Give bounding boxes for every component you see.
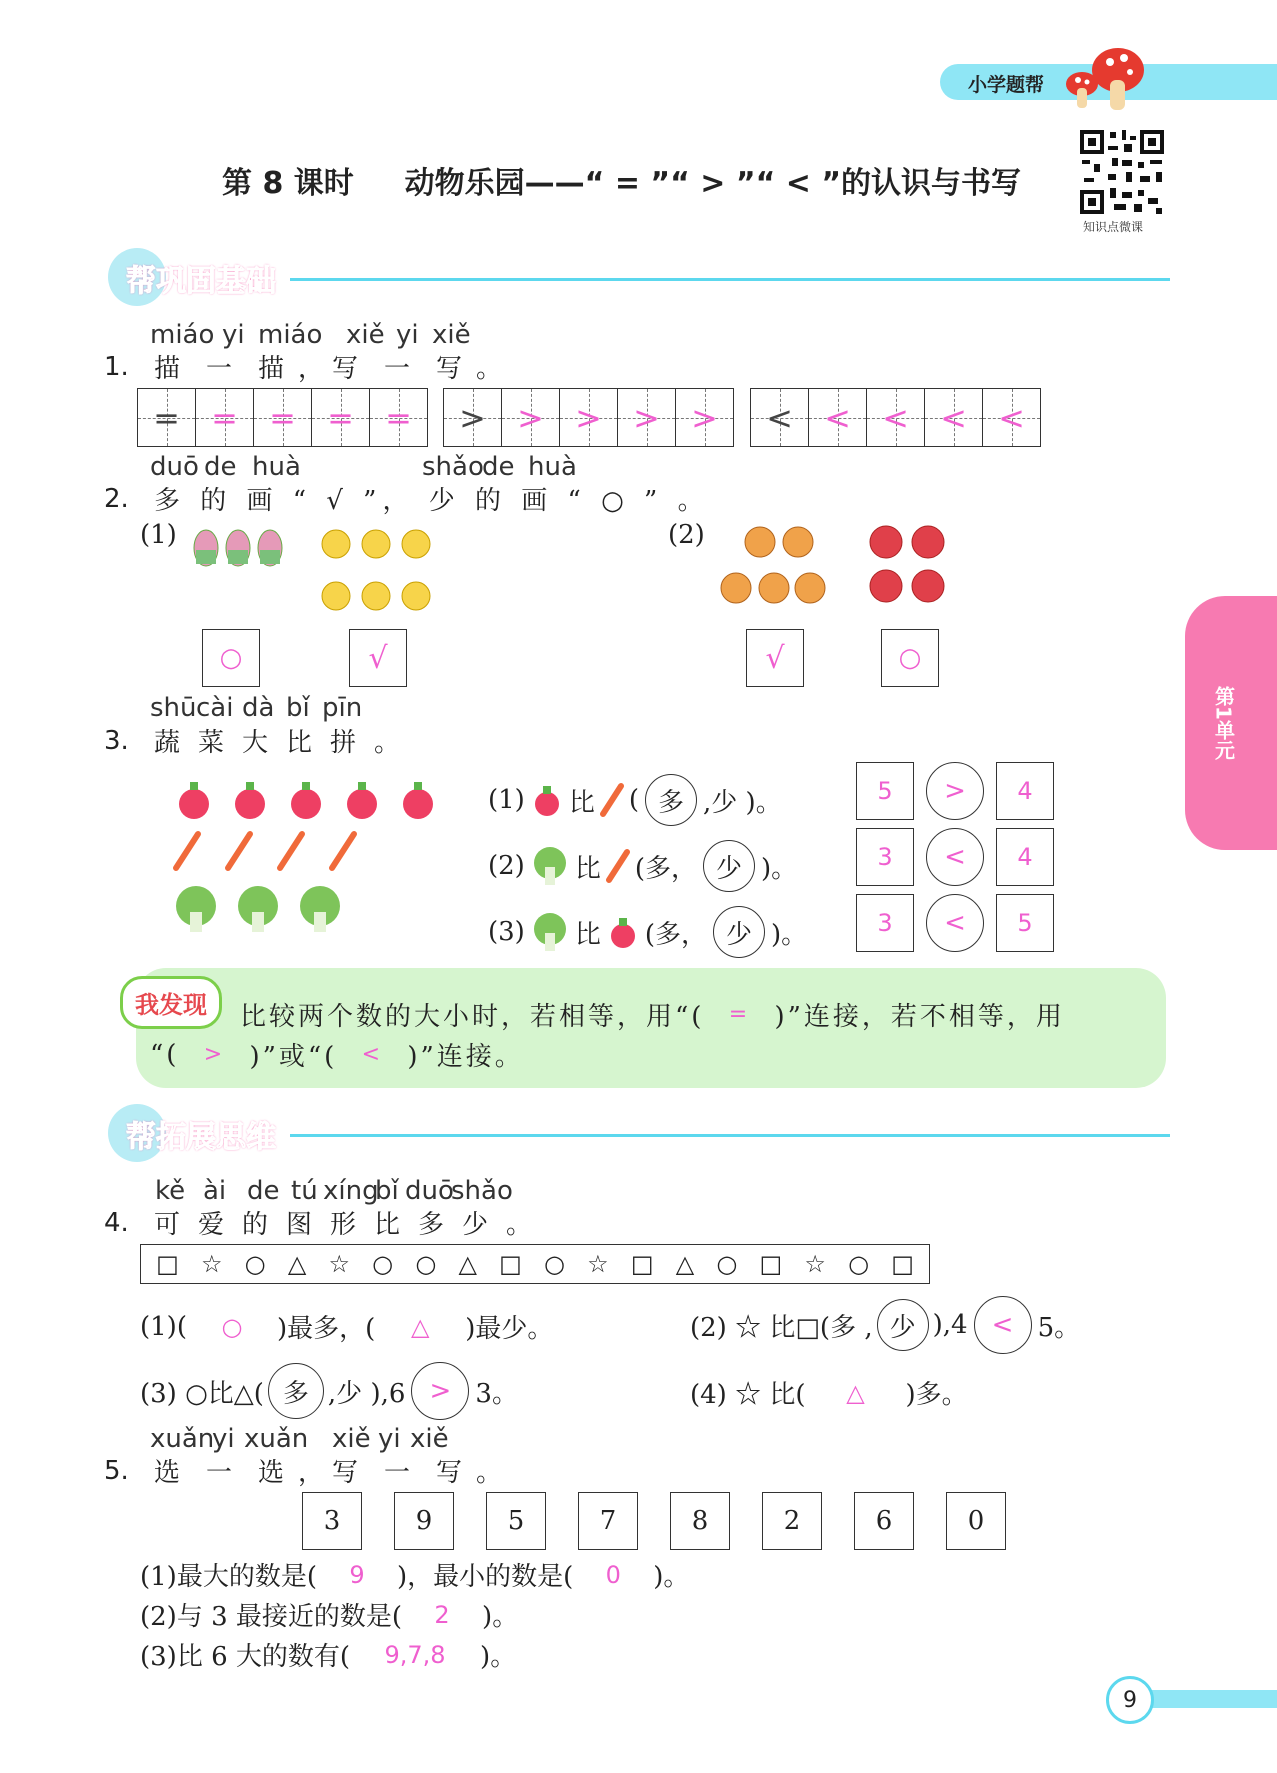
shape-circle: ○ [716,1250,738,1278]
number-card[interactable]: 8 [670,1492,730,1550]
shape-square: □ [630,1250,654,1278]
shape-square: □ [499,1250,522,1278]
q3-item-1: (1) 比 ( 多 ,少 )。 [488,774,782,826]
q3-2-left-box[interactable]: 3 [856,828,914,886]
lesson-name: 动物乐园——“ = ”“ > ”“ < ”的认识与书写 [404,166,1022,201]
shape-triangle: △ [287,1250,307,1278]
q3-question: 3. 蔬 菜 大 比 拼 。 [104,725,401,758]
shape-square: □ [759,1250,783,1278]
number-card[interactable]: 9 [394,1492,454,1550]
q5-part-1: (1)最大的数是( 9 )，最小的数是( 0 )。 [140,1560,690,1592]
q4-part-2-sign[interactable]: < [974,1296,1032,1354]
q4-part-3-sign[interactable]: > [411,1362,469,1420]
q2-squirrels-image [864,522,954,610]
q3-item-3-answer[interactable]: 少 [713,906,765,958]
q5-part-3: (3)比 6 大的数有( 9,7,8 )。 [140,1640,517,1672]
section-extend-line [290,1134,1170,1137]
q2-pinyin: duō de huà shǎo de huà [150,452,577,482]
q2-pigs-image [190,522,290,572]
discovery-line-1: 比较两个数的大小时，若相等，用“( = )”连接，若不相等，用 [240,1002,1065,1032]
q1-number: 1. [104,351,129,382]
lesson-title [222,158,1021,202]
shape-star: ☆ [804,1250,826,1278]
lesson-number: 第 8 课时 [222,166,354,201]
q3-1-sign-circle[interactable]: > [926,762,984,820]
discovery-badge: 我发现 [120,976,222,1029]
q1-question: 1. 描 一 描 ， 写 一 写 。 [104,351,503,384]
q3-2-right-box[interactable]: 4 [996,828,1054,886]
q5-pinyin: xuǎn yi xuǎn xiě yi xiě [150,1424,449,1454]
q5-question: 5. 选 一 选 ， 写 一 写 。 [104,1455,503,1488]
q3-1-right-box[interactable]: 4 [996,762,1054,820]
shape-triangle: △ [458,1250,477,1278]
q2-monkeys-image [716,522,826,612]
q4-part-2: (2) ☆ 比□(多 , 少 ),4 < 5。 [690,1296,1080,1354]
shape-circle: ○ [372,1250,394,1278]
shape-circle: ○ [244,1250,266,1278]
mushroom-icon [1060,44,1150,114]
q3-vegetables-image [166,780,436,940]
q2-answer-box-1[interactable]: ○ [202,629,260,687]
number-card[interactable]: 2 [762,1492,822,1550]
q2-number: 2. [104,483,129,514]
q3-item-1-answer[interactable]: 多 [645,774,697,826]
radish-icon [605,914,641,950]
q4-part-3-answer[interactable]: 多 [268,1363,324,1419]
q4-part-3: (3) ○比△( 多 ,少 ),6 > 3。 [140,1362,518,1420]
q4-part-2-answer[interactable]: 少 [877,1299,929,1351]
q1-grid-equal[interactable]: = = = = = [137,388,428,447]
section-basics-line [290,278,1170,281]
q2-text: 多 的 画 “ √ ”， 少 的 画 “ ○ ” 。 [154,486,710,516]
q3-item-2: (2) 比 (多， 少 )。 [488,840,797,892]
cabbage-icon [529,845,571,887]
q3-pinyin: shū cài dà bǐ pīn [150,693,363,723]
number-card[interactable]: 5 [486,1492,546,1550]
q3-3-right-box[interactable]: 5 [996,894,1054,952]
unit-side-tab-label: 第1单元 [1211,686,1236,760]
q4-part-1: (1)( ○ )最多，( △ )最少。 [140,1311,554,1344]
q4-number: 4. [104,1207,129,1238]
shape-circle: ○ [415,1250,437,1278]
q4-part-4: (4) ☆ 比( △ )多。 [690,1378,968,1410]
q1-grid-less[interactable]: < < < < < [750,388,1041,447]
shape-circle: ○ [848,1250,870,1278]
q3-number: 3. [104,725,129,756]
page-number-circle [1106,1676,1154,1724]
radish-icon [529,782,565,818]
shape-triangle: △ [675,1250,695,1278]
unit-side-tab[interactable] [1185,596,1277,850]
number-card[interactable]: 6 [854,1492,914,1550]
brand-label: 小学题帮 [968,74,1045,96]
q2-part1-label: (1) [140,520,177,550]
q3-3-sign-circle[interactable]: < [926,894,984,952]
q3-3-left-box[interactable]: 3 [856,894,914,952]
qr-code[interactable] [1078,128,1166,216]
carrot-icon [603,848,633,884]
page-number: 9 [1123,1687,1137,1713]
q2-chicks-image [318,522,438,622]
q3-1-left-box[interactable]: 5 [856,762,914,820]
shape-circle: ○ [543,1250,565,1278]
number-card[interactable]: 7 [578,1492,638,1550]
cabbage-icon [529,911,571,953]
q4-shapes-strip [140,1244,930,1284]
q2-question [104,480,710,517]
q3-item-3: (3) 比 (多， 少 )。 [488,906,807,958]
q3-item-2-answer[interactable]: 少 [703,840,755,892]
q3-2-sign-circle[interactable]: < [926,828,984,886]
q5-number: 5. [104,1455,129,1486]
section-basics-title: 帮巩固基础 [126,264,276,299]
q1-grid-greater[interactable]: > > > > > [443,388,734,447]
q1-pinyin: miáo yi miáo xiě yi xiě [150,320,471,350]
number-card[interactable]: 0 [946,1492,1006,1550]
q4-question: 4. 可 爱 的 图 形 比 多 少 。 [104,1207,533,1240]
q2-answer-box-2[interactable]: √ [349,629,407,687]
shape-square: □ [156,1250,179,1278]
carrot-icon [597,782,627,818]
q2-answer-box-4[interactable]: ○ [881,629,939,687]
shape-star: ☆ [328,1250,350,1278]
shape-star: ☆ [587,1250,609,1278]
q2-answer-box-3[interactable]: √ [746,629,804,687]
q5-number-cards [302,1492,1006,1550]
q2-part2-label: (2) [668,520,705,550]
q4-pinyin: kě ài de tú xíng bǐ duō shǎo [155,1176,513,1206]
section-extend-title: 帮拓展思维 [126,1120,276,1155]
discovery-line-2: “( > )”或“( < )”连接。 [150,1039,524,1072]
q5-part-2: (2)与 3 最接近的数是( 2 )。 [140,1600,519,1632]
shape-star: ☆ [200,1250,223,1278]
shape-square: □ [891,1250,914,1278]
qr-caption: 知识点微课 [1083,220,1144,234]
number-card[interactable]: 3 [302,1492,362,1550]
